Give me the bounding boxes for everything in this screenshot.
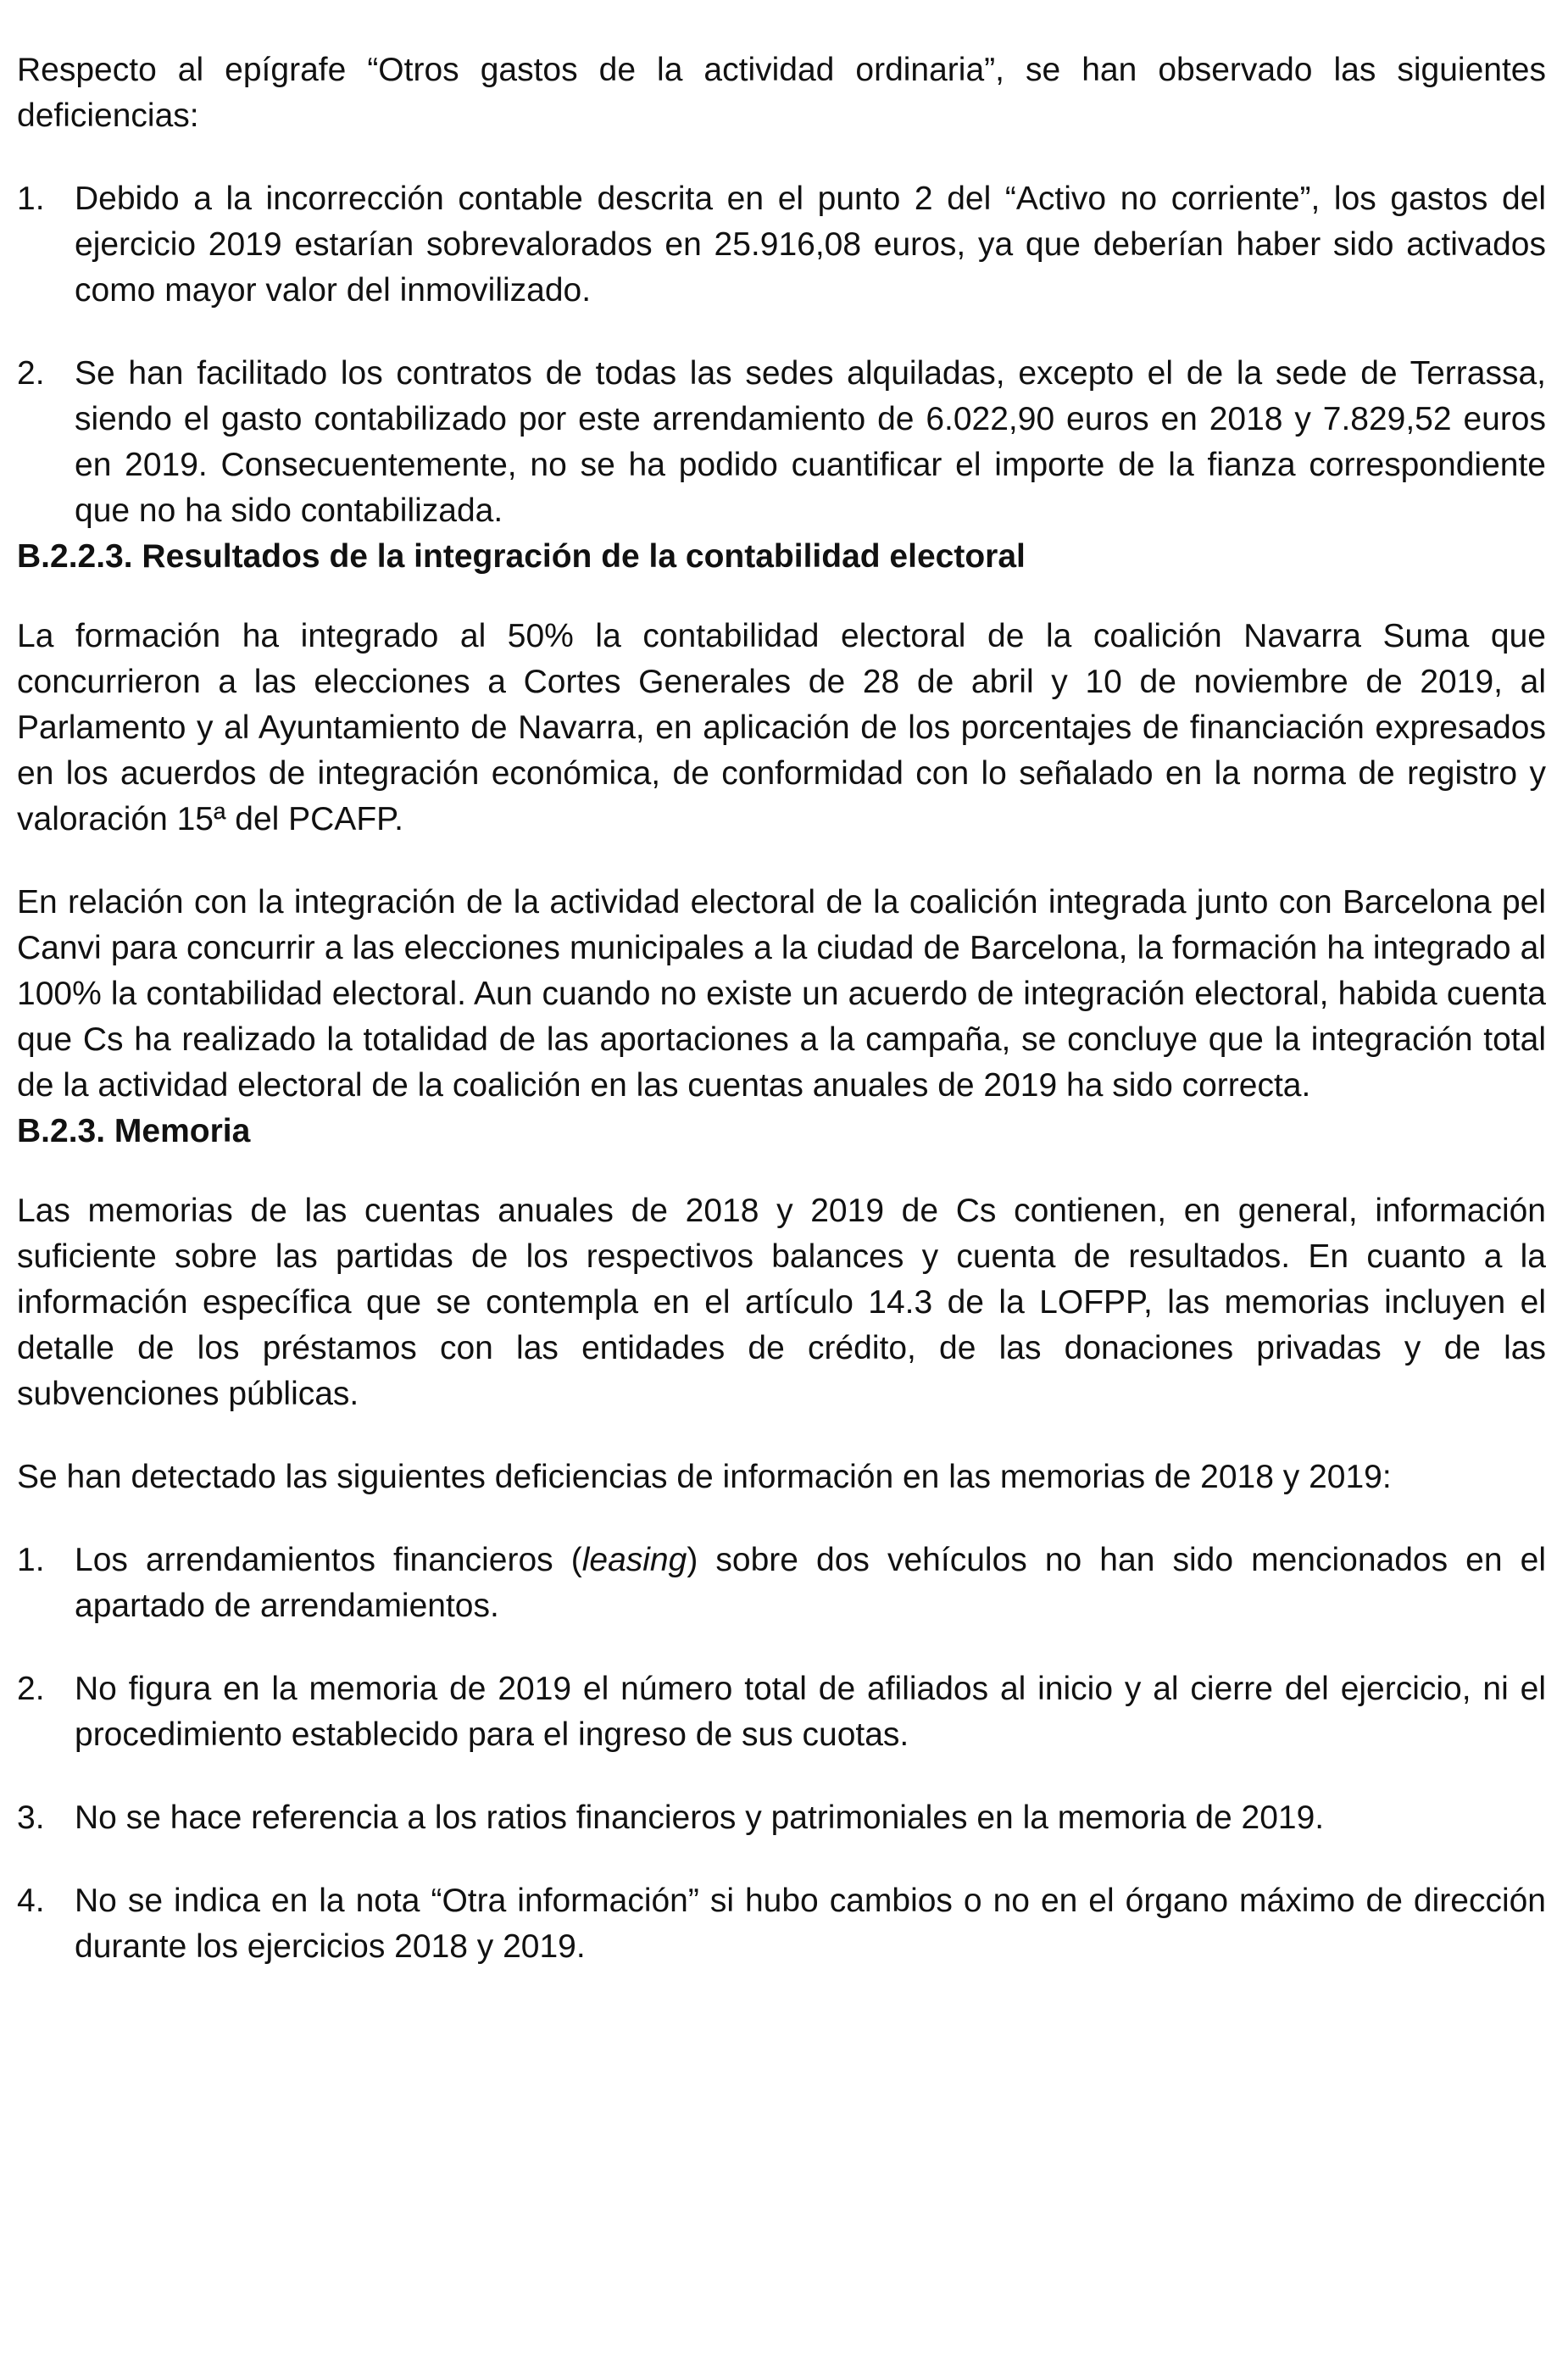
list-item [17,1666,1546,1758]
list-item-number: 1. [17,1542,45,1578]
paragraph-memorias: Las memorias de las cuentas anuales de 2018 y 2019 de Cs contienen, en general, información suficiente sobre las partidas de los respectivos balances y cuenta de resultados. En cuanto a la información específica que se contempla en el artículo 14.3 de la LOFPP, las memorias incluyen el detalle de los préstamos con las entidades de crédito, de las donaciones privadas y de las subvenciones públicas. [17,1193,1546,1412]
paragraph-integracion-navarra: La formación ha integrado al 50% la contabilidad electoral de la coalición Navarra Suma que concurrieron a las elecciones a Cortes Generales de 28 de abril y 10 de noviembre de 2019, al Parlamento y al Ayuntamiento de Navarra, en aplicación de los porcentajes de financiación expresados en los acuerdos de integración económica, de conformidad con lo señalado en la norma de registro y valoración 15ª del PCAFP. [17,618,1546,837]
list-item-text: No figura en la memoria de 2019 el número total de afiliados al inicio y al cierre del ejercicio, ni el procedimiento establecido para el ingreso de sus cuotas. [75,1671,1546,1753]
list-item-text: Debido a la incorrección contable descrita en el punto 2 del “Activo no corriente”, los gastos del ejercicio 2019 estarían sobrevalorados en 25.916,08 euros, ya que deberían haber sido activados como mayor valor del inmovilizado. [75,181,1546,309]
list-item-text: No se indica en la nota “Otra información” si hubo cambios o no en el órgano máximo de dirección durante los ejercicios 2018 y 2019. [75,1883,1546,1965]
list-item [17,1878,1546,1970]
list-item [17,1538,1546,1629]
list-item-number: 1. [17,181,45,217]
section-heading-b23: B.2.3. Memoria [17,1113,251,1149]
list-item [17,176,1546,314]
list-item-text: Se han facilitado los contratos de todas las sedes alquiladas, excepto el de la sede de Terrassa, siendo el gasto contabilizado por este arrendamiento de 6.022,90 euros en 2018 y 7.829,52 euros en 2019. Consecuentemente, no se ha podido cuantificar el importe de la fianza correspondiente que no ha sido contabilizada. [75,355,1546,529]
list-item [17,351,1546,534]
list-item-text-pre: Los arrendamientos financieros ( [75,1542,582,1578]
list-item-number: 3. [17,1800,45,1836]
paragraph-deficiencias-intro: Se han detectado las siguientes deficiencias de información en las memorias de 2018 y 2019: [17,1459,1392,1495]
list-item [17,1795,1546,1841]
list-item-number: 2. [17,1671,45,1707]
list-item-text-italic: leasing [581,1542,687,1578]
list-item-text-post: ) sobre dos vehículos no han sido mencionados en el apartado de arrendamientos. [75,1542,1546,1624]
list-item-number: 4. [17,1883,45,1919]
paragraph-integracion-barcelona: En relación con la integración de la actividad electoral de la coalición integrada junto con Barcelona pel Canvi para concurrir a las elecciones municipales a la ciudad de Barcelona, la formación ha integrado al 100% la contabilidad electoral. Aun cuando no existe un acuerdo de integración electoral, habida cuenta que Cs ha realizado la totalidad de las aportaciones a la campaña, se concluye que la integración total de la actividad electoral de la coalición en las cuentas anuales de 2019 ha sido correcta. [17,884,1546,1104]
section-heading-b223: B.2.2.3. Resultados de la integración de la contabilidad electoral [17,538,1026,575]
intro-paragraph: Respecto al epígrafe “Otros gastos de la actividad ordinaria”, se han observado las siguientes deficiencias: [17,52,1546,134]
list-item-text: No se hace referencia a los ratios financieros y patrimoniales en la memoria de 2019. [75,1800,1325,1836]
list-item-number: 2. [17,355,45,392]
document-page [17,47,1546,1970]
